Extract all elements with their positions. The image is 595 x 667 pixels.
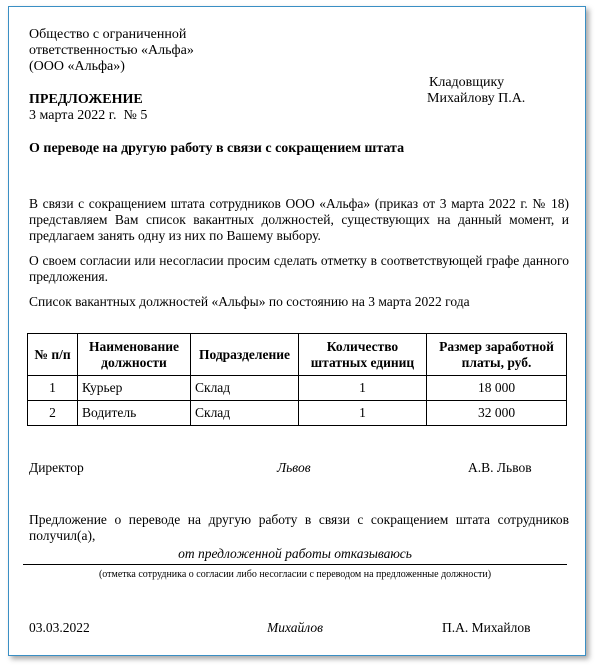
response-underline (23, 564, 567, 565)
addressee-name: Михайлову П.А. (427, 91, 526, 106)
cell-units: 1 (299, 401, 427, 426)
cell-position: Водитель (78, 401, 191, 426)
receipt-text: Предложение о переводе на другую работу в связи с сокращением штата сотрудников получил(а), (29, 512, 569, 543)
document-title: ПРЕДЛОЖЕНИЕ (29, 92, 143, 107)
org-short-name: (ООО «Альфа») (29, 59, 125, 74)
header-department: Подразделение (191, 334, 299, 376)
body-paragraph-2: О своем согласии или несогласии просим сделать отметку в соответствующей графе данного предложения. (29, 253, 569, 284)
cell-salary: 32 000 (427, 401, 567, 426)
document-page (8, 6, 586, 656)
director-name: А.В. Львов (468, 460, 532, 475)
cell-department: Склад (191, 376, 299, 401)
table-row (28, 401, 567, 426)
table-header-row (28, 334, 567, 376)
cell-units: 1 (299, 376, 427, 401)
employee-response: от предложенной работы отказываюсь (178, 546, 412, 561)
addressee-position: Кладовщику (429, 75, 505, 90)
employee-name: П.А. Михайлов (442, 620, 531, 635)
employee-signature: Михайлов (267, 620, 323, 635)
header-position: Наименование должности (78, 334, 191, 376)
header-salary: Размер заработной платы, руб. (427, 334, 567, 376)
employee-date: 03.03.2022 (29, 620, 90, 635)
cell-number: 2 (28, 401, 78, 426)
header-units: Количество штатных единиц (299, 334, 427, 376)
director-position: Директор (29, 460, 84, 475)
body-paragraph-3: Список вакантных должностей «Альфы» по состоянию на 3 марта 2022 года (29, 294, 470, 309)
cell-number: 1 (28, 376, 78, 401)
cell-position: Курьер (78, 376, 191, 401)
document-subject: О переводе на другую работу в связи с сокращением штата (29, 141, 405, 156)
table-row (28, 376, 567, 401)
org-name-line2: ответственностью «Альфа» (29, 43, 194, 58)
header-number: № п/п (28, 334, 78, 376)
document-date-number: 3 марта 2022 г. № 5 (29, 108, 148, 123)
organization-block (29, 27, 249, 75)
cell-department: Склад (191, 401, 299, 426)
org-name-line1: Общество с ограниченной (29, 27, 187, 42)
director-signature: Львов (277, 460, 311, 475)
vacancies-table (27, 333, 567, 426)
addressee-block (427, 75, 577, 107)
response-note: (отметка сотрудника о согласии либо несогласии с переводом на предложенные должности) (98, 569, 492, 580)
body-paragraph-1: В связи с сокращением штата сотрудников ООО «Альфа» (приказ от 3 марта 2022 г. № 18) представляем Вам список вакантных должностей, существующих на данный момент, и предлагаем занять одну из них по Вашему выбору. (29, 196, 569, 243)
cell-salary: 18 000 (427, 376, 567, 401)
